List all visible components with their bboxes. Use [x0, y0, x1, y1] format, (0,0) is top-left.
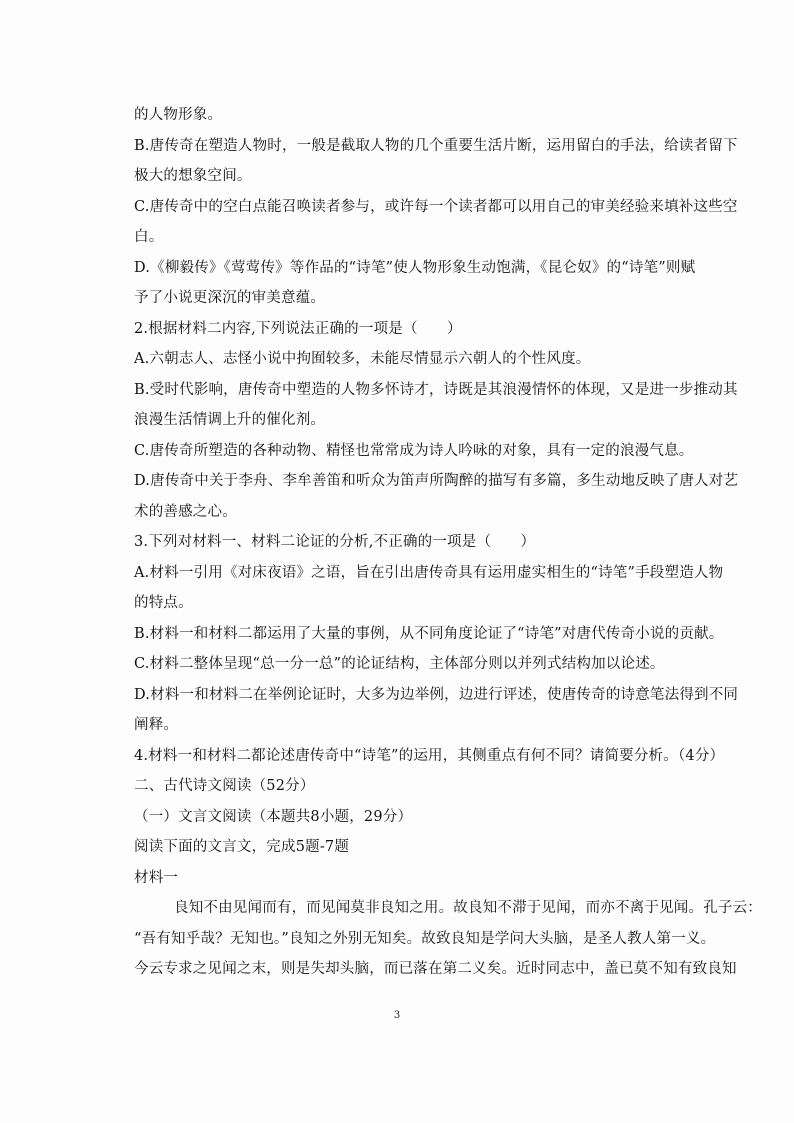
option-d-line: D.《柳毅传》《莺莺传》等作品的“诗笔”使人物形象生动饱满，《昆仑奴》的“诗笔”则赋 [134, 259, 696, 276]
passage-line: “吾有知乎哉？无知也。”良知之外别无知矣。故致良知是学问大头脑，是圣人教人第一义。 [134, 930, 716, 947]
option-c-line: C.唐传奇中的空白点能召唤读者参与，或许每一个读者都可以用自己的审美经验来填补这些空 [134, 198, 738, 215]
passage-line: 良知不由见闻而有，而见闻莫非良知之用。故良知不滞于见闻，而亦不离于见闻。孔子云： [174, 900, 762, 916]
section-heading: 二、古代诗文阅读（52分） [134, 778, 315, 794]
option-b-line: B.材料一和材料二都运用了大量的事例，从不同角度论证了“诗笔”对唐代传奇小说的贡献。 [134, 625, 724, 642]
question-3-stem: 3.下列对材料一、材料二论证的分析,不正确的一项是（ ） [134, 534, 536, 550]
text-line: 极大的想象空间。 [134, 168, 252, 184]
text-line: 浪漫生活情调上升的催化剂。 [134, 412, 326, 428]
text-line: 的人物形象。 [134, 107, 223, 123]
text-line: 予了小说更深沉的审美意蕴。 [134, 290, 326, 306]
option-d-line: D.唐传奇中关于李舟、李牟善笛和听众为笛声所陶醉的描写有多篇，多生动地反映了唐人对艺 [134, 473, 739, 489]
text-line: 的特点。 [134, 595, 193, 611]
option-b-line: B.受时代影响，唐传奇中塑造的人物多怀诗才，诗既是其浪漫情怀的体现，又是进一步推动其 [134, 381, 738, 398]
text-line: 术的善感之心。 [134, 503, 237, 520]
option-c-line: C.唐传奇所塑造的各种动物、精怪也常常成为诗人吟咏的对象，具有一定的浪漫气息。 [134, 442, 694, 459]
reading-instruction: 阅读下面的文言文，完成5题-7题 [134, 839, 350, 855]
option-d-line: D.材料一和材料二在举例论证时，大多为边举例，边进行评述，使唐传奇的诗意笔法得到不同 [134, 686, 739, 703]
option-c-line: C.材料二整体呈现“总一分一总”的论证结构，主体部分则以并列式结构加以论述。 [134, 656, 665, 672]
text-line: 白。 [134, 229, 164, 245]
text-line: 阐释。 [134, 717, 179, 733]
option-a-line: A.材料一引用《对床夜语》之语，旨在引出唐传奇具有运用虚实相生的“诗笔”手段塑造人物 [134, 564, 724, 581]
page-number: 3 [393, 1010, 401, 1021]
option-b-line: B.唐传奇在塑造人物时，一般是截取人物的几个重要生活片断，运用留白的手法，给读者留下 [134, 137, 738, 154]
question-4-stem: 4.材料一和材料二都论述唐传奇中“诗笔”的运用，其侧重点有何不同？请简要分析。（4分） [134, 747, 725, 764]
question-2-stem: 2.根据材料二内容,下列说法正确的一项是（ ） [134, 320, 462, 337]
passage-line: 今云专求之见闻之末，则是失却头脑，而已落在第二义矣。近时同志中，盖已莫不知有致良知 [134, 961, 737, 977]
material-label: 材料一 [134, 869, 179, 886]
page-body-text [134, 100, 762, 985]
subsection-heading: （一）文言文阅读（本题共8小题，29分） [134, 808, 413, 825]
option-a-line: A.六朝志人、志怪小说中拘囿较多，未能尽情显示六朝人的个性风度。 [134, 351, 591, 367]
